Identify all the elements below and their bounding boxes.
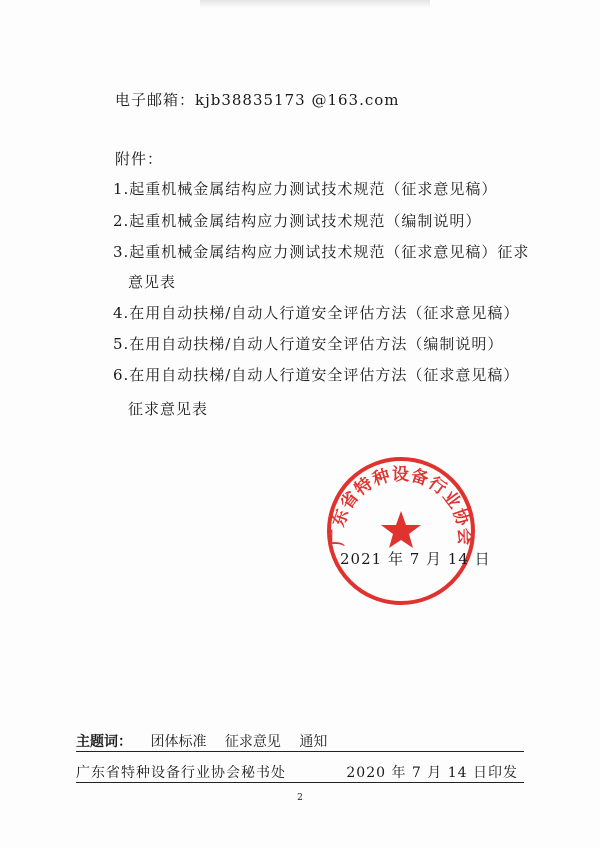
seal-star-icon	[381, 511, 421, 548]
keywords-label: 主题词：	[76, 734, 132, 750]
attachment-item-1: 1.起重机械金属结构应力测试技术规范（征求意见稿）	[113, 180, 498, 198]
keyword: 团体标准	[150, 734, 207, 750]
official-seal	[325, 455, 477, 607]
seal-text: 广东省特种设备行业协会	[327, 464, 475, 547]
attachment-item-5: 5.在用自动扶梯/自动人行道安全评估方法（编制说明）	[113, 335, 504, 353]
attachment-item-4: 4.在用自动扶梯/自动人行道安全评估方法（征求意见稿）	[113, 304, 520, 322]
attachment-item-3: 3.起重机械金属结构应力测试技术规范（征求意见稿）征求	[113, 243, 530, 261]
attachments-heading: 附件：	[115, 150, 164, 168]
attachment-item-6-continuation: 征求意见表	[128, 400, 209, 418]
page-number: 2	[297, 793, 303, 803]
signature-date: 2021 年 7 月 14 日	[340, 550, 491, 568]
email-line: 电子邮箱：kjb38835173 @163.com	[115, 91, 400, 109]
issuance-footer	[76, 762, 524, 783]
keywords-row	[76, 731, 524, 752]
keyword: 通知	[299, 734, 328, 750]
attachment-item-3-continuation: 意见表	[128, 273, 177, 291]
attachment-item-2: 2.起重机械金属结构应力测试技术规范（编制说明）	[113, 212, 482, 230]
keyword: 征求意见	[224, 734, 281, 750]
attachment-item-6: 6.在用自动扶梯/自动人行道安全评估方法（征求意见稿）	[113, 366, 520, 384]
scan-shadow	[200, 0, 430, 8]
issue-date: 2020 年 7 月 14 日印发	[346, 765, 518, 781]
issuer: 广东省特种设备行业协会秘书处	[76, 765, 286, 781]
